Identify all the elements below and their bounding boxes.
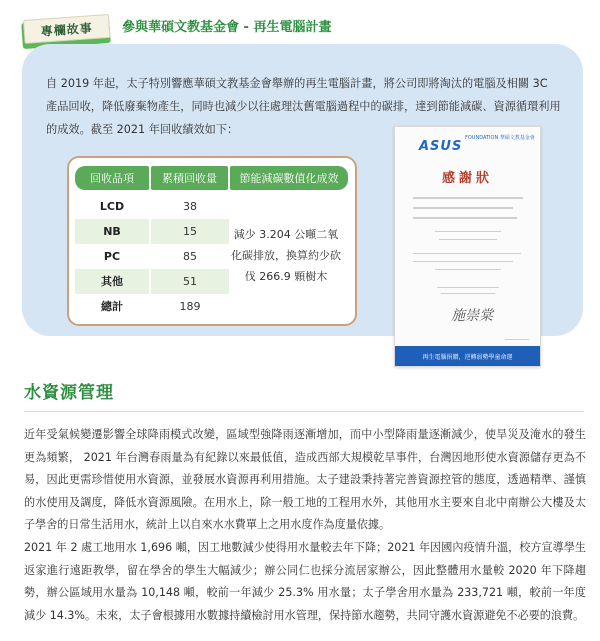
header-quantity: 累積回收量 (151, 166, 228, 190)
table-row (75, 294, 349, 319)
certificate-image (394, 126, 541, 367)
row-item: 其他 (75, 269, 149, 294)
section-title: 水資源管理 (24, 383, 114, 403)
row-item: 總計 (101, 300, 123, 313)
table-row (75, 194, 349, 219)
table-body (69, 194, 355, 319)
row-item: NB (75, 219, 149, 244)
certificate-footer: 再生電腦捐贈，逆轉弱勢學童命運 (395, 346, 540, 366)
asus-logo: ASUS (419, 139, 463, 154)
story-title: 參與華碩文教基金會 - 再生電腦計畫 (122, 20, 332, 35)
cert-text-line (413, 207, 513, 209)
recycling-table (67, 156, 357, 326)
carbon-reduction-effect: 減少 3.204 公噸二氧化碳排放，換算約少砍伐 266.9 顆樹木 (231, 228, 341, 283)
table-header (69, 158, 355, 194)
cert-text-line (435, 231, 501, 232)
story-paragraph: 自 2019 年起，太子特別響應華碩文教基金會舉辦的再生電腦計畫，將公司即將淘汰的電腦及相關 3C 產品回收，降低廢棄物產生，同時也減少以往處理汰舊電腦過程中的碳排，達到節能減碳、資源循環利用的成效。截至 2021 年回收績效如下： (46, 77, 561, 136)
certificate-heading: 感謝狀 (441, 171, 493, 186)
cert-text-line (413, 197, 523, 199)
header-effect: 節能減碳數值化成效 (230, 166, 348, 190)
cert-text-line (441, 293, 495, 294)
row-qty: 15 (151, 219, 229, 244)
column-tag-label: 專欄故事 (23, 14, 110, 44)
row-qty: 38 (183, 200, 197, 213)
cert-text-line (505, 339, 529, 340)
cert-text-line (413, 261, 513, 262)
cert-text-line (413, 217, 517, 219)
story-box (22, 44, 583, 361)
row-qty: 51 (151, 269, 229, 294)
section-divider (24, 411, 584, 412)
cert-text-line (439, 239, 497, 240)
row-qty: 189 (179, 300, 201, 313)
row-item: LCD (99, 200, 125, 213)
signature: 施崇棠 (451, 308, 493, 324)
row-qty: 85 (183, 250, 197, 263)
cert-text-line (435, 269, 501, 270)
section-paragraph-2: 2021 年 2 處工地用水 1,696 噸，因工地數減少使得用水量較去年下降；2021 年因國內疫情升溫，校方宣導學生返家進行遠距教學，留在學舍的學生大幅減少；辦公同仁也採分流居家辦公，因此整體用水量較 2020 年下降趨勢，辦公區域用水量為 10,148 噸，較前一年減少 25.3% 用水量；太子學舍用水量為 233,721 噸，較前一年度減少 14.3%。未來，太子會根據用水數據持續檢討用水管理，保持節水趨勢，共同守護水資源避免不必要的浪費。 (24, 541, 586, 622)
asus-foundation-label: FOUNDATION 華碩文教基金會 (465, 135, 535, 141)
section-paragraph-1: 近年受氣候變遷影響全球降雨模式改變，區域型強降雨逐漸增加，而中小型降雨量逐漸減少，使旱災及淹水的發生更為頻繁， 2021 年台灣春雨量為有紀錄以來最低值，造成西部大規模乾旱事件，台灣因地形使水資源儲存更為不易，因此更需珍惜使用水資源，並發展水資源再利用措施。太子建設秉持著完善資源控管的態度，透過精準、謹慎的水使用及調度，降低水資源風險。在用水上，除一般工地的工程用水外，其他用水主要來自北中南辦公大樓及太子學舍的日常生活用水，統計上以自來水水費單上之用水度作為度量依據。 (24, 428, 586, 532)
header-item: 回收品項 (75, 166, 149, 190)
row-item: PC (103, 250, 121, 263)
cert-text-line (437, 287, 499, 288)
cert-text-line (413, 253, 521, 254)
